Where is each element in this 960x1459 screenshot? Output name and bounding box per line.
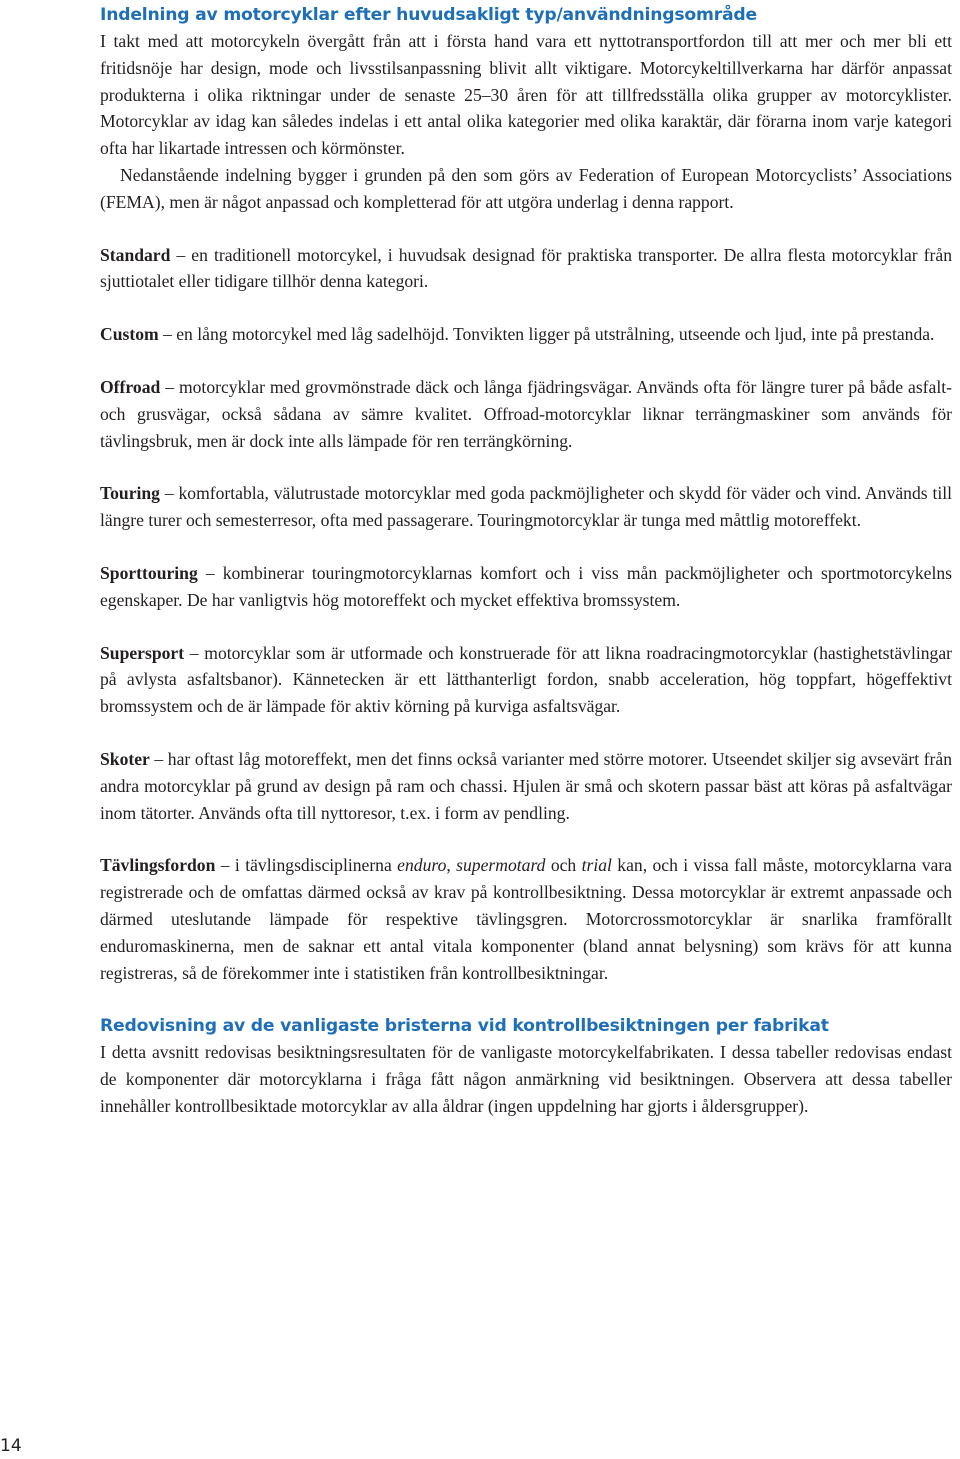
category-standard <box>100 242 952 296</box>
category-description: – motorcyklar som är utformade och konstruerade för att likna roadracingmotorcyklar (hastighetstävlingar på avlysta asfaltsbanor). Kännetecken är ett lätthanterligt fordon, snabb acceleration, hög toppfart, högeffektivt bromssystem och de är lämpade för aktiv körning på kurviga asfaltsvägar. <box>100 642 952 717</box>
category-term: Offroad <box>100 376 161 397</box>
category-description: – komfortabla, välutrustade motorcyklar med goda packmöjligheter och skydd för väder och vind. Används till längre turer och semesterresor, ofta med passagerare. Touringmotorcyklar är tunga med måttlig motoreffekt. <box>100 483 952 531</box>
category-custom <box>100 321 952 348</box>
discipline-trial: trial <box>581 855 612 876</box>
section-heading-indelning: Indelning av motorcyklar efter huvudsakligt typ/användningsområde <box>100 5 757 25</box>
category-description: – en traditionell motorcykel, i huvudsak designad för praktiska transporter. De allra flesta motorcyklar från sjuttiotalet eller tidigare tillhör denna kategori. <box>100 244 952 292</box>
category-description: – kombinerar touringmotorcyklarnas komfort och i viss mån packmöjligheter och sportmotorcykelns egenskaper. De har vanligtvis hög motoreffekt och mycket effektiva bromssystem. <box>100 562 952 610</box>
category-supersport <box>100 640 952 720</box>
category-term: Tävlingsfordon <box>100 855 216 876</box>
category-text: kan, och i vissa fall måste, motorcyklarna vara registrerade och de omfattas därmed också av krav på kontrollbesiktning. Dessa motorcyklar är extremt anpassade och därmed uteslutande lämpade för respektive tävlingsgren. Motorcrossmotorcyklar är snarlika framförallt enduromaskinerna, men de saknar ett antal vitala komponenter (bland annat belysning) som krävs för att kunna registreras, så de förekommer inte i statistiken från kontrollbesiktningar. <box>100 855 952 983</box>
category-term: Supersport <box>100 642 185 663</box>
category-sporttouring <box>100 560 952 614</box>
discipline-supermotard: supermotard <box>456 855 546 876</box>
category-term: Sporttouring <box>100 562 198 583</box>
category-skoter <box>100 746 952 826</box>
category-offroad <box>100 374 952 454</box>
page-number: 14 <box>0 1436 22 1456</box>
redovisning-paragraph: I detta avsnitt redovisas besiktningsresultaten för de vanligaste motorcykelfabrikaten. I dessa tabeller redovisas endast de komponenter där motorcyklarna i fråga fått någon anmärkning vid besiktningen. Observera att dessa tabeller innehåller kontrollbesiktade motorcyklar av alla åldrar (ingen uppdelning har gjorts i åldersgrupper). <box>100 1042 952 1116</box>
discipline-enduro: enduro <box>397 855 447 876</box>
category-text: och <box>545 855 582 876</box>
category-text: – i tävlingsdisciplinerna <box>215 855 398 876</box>
category-term: Skoter <box>100 748 150 769</box>
category-description: – har oftast låg motoreffekt, men det finns också varianter med större motorer. Utseendet skiljer sig avsevärt från andra motorcyklar på grund av design på ram och chassi. Hjulen är små och skotern passar bäst att köras på asfaltvägar inom tätorter. Används ofta till nyttoresor, t.ex. i form av pendling. <box>100 748 952 823</box>
section-heading-redovisning: Redovisning av de vanligaste bristerna vid kontrollbesiktningen per fabrikat <box>100 1016 829 1037</box>
category-description: – en lång motorcykel med låg sadelhöjd. Tonvikten ligger på utstrålning, utseende och ljud, inte på prestanda. <box>158 324 935 345</box>
intro-paragraph: I takt med att motorcykeln övergått från att i första hand vara ett nyttotransportfordon till att mer och mer bli ett fritidsnöje har design, mode och livsstilsanpassning blivit allt viktigare. Motorcykeltillverkarna har därför anpassat produkterna i olika riktningar under de senaste 25–30 åren för att tillfredsställa olika grupper av motorcyklister. Motorcyklar av idag kan således indelas i ett antal olika kategorier med olika karaktär, där förarna inom varje kategori ofta har likartade intressen och körmönster. <box>100 31 952 159</box>
fema-paragraph: Nedanstående indelning bygger i grunden på den som görs av Federation of European Motorcyclists’ Associations (FEMA), men är något anpassad och kompletterad för att utgöra underlag i denna rapport. <box>100 164 952 212</box>
page-content <box>100 0 952 1120</box>
category-term: Touring <box>100 483 160 504</box>
category-touring <box>100 480 952 534</box>
category-term: Custom <box>100 324 159 345</box>
category-text: , <box>446 855 457 876</box>
category-tavlingsfordon <box>100 852 952 986</box>
category-description: – motorcyklar med grovmönstrade däck och långa fjädringsvägar. Används ofta för längre turer på både asfalt- och grusvägar, också sådana av sämre kvalitet. Offroad-motorcyklar liknar terrängmaskiner som används för tävlingsbruk, men är dock inte alls lämpade för ren terrängkörning. <box>100 376 952 451</box>
category-term: Standard <box>100 244 171 265</box>
